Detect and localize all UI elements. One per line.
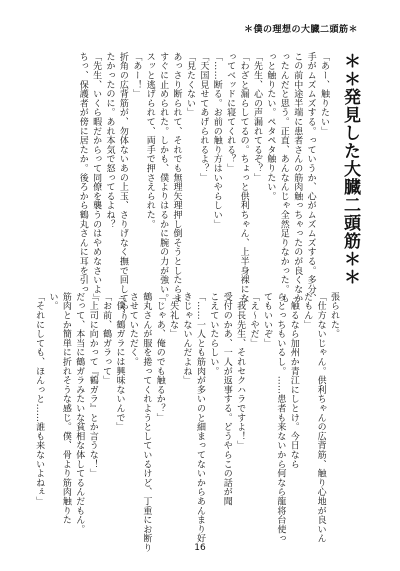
- text-line: あっさり断られて、それでも無理矢理押し倒そうとしたらま: [171, 52, 182, 304]
- text-line: 「え～やだ」: [248, 292, 259, 348]
- text-line: 筋肉とか簡単に折れそうな感じ。僕、骨より筋肉触りた: [60, 292, 71, 525]
- text-line: この前中途半端に患者さんの筋肉触っちゃったのが良くなか: [292, 52, 303, 304]
- text-line: 受付のかあ、一人が返事する。どうやらこの話が聞: [221, 292, 232, 506]
- text-line: ったんだと思う。正直、あんなんじゃ全然足りなかった。も: [278, 52, 289, 304]
- text-line: 「あー！」: [131, 52, 142, 99]
- text-line: 「失礼な」: [168, 292, 179, 339]
- text-line: たかったのに。あれ本気で怒ってるよね？: [104, 52, 115, 229]
- text-line: 「仕方ないじゃん。供利ちゃんの広背筋、触り心地が良いん: [315, 292, 326, 544]
- text-line: ちっ、保護者が傍に居たか。後ろから鶴丸さんに耳を引っ: [77, 52, 88, 294]
- text-line: 鶴丸さんが服を捲ってくれようとしているけど、丁重にお断り: [141, 292, 152, 553]
- text-line: させていただく。: [127, 292, 138, 367]
- text-line: 「触るなら加州か青江にしとけ。今日なら: [288, 292, 299, 469]
- text-line: 「天国見せてあげられるよ？」: [198, 52, 209, 183]
- text-line: 「先生、いくら暇だからって同僚を襲うのはやめなさいよ」: [91, 52, 102, 304]
- text-line: 「じゃあ、俺のでも触るか？」: [154, 292, 165, 423]
- text-line: ってベッドに寝てくれる？」: [225, 52, 236, 173]
- text-line: い。: [47, 292, 58, 311]
- text-line: てもいいぞ」: [261, 292, 272, 348]
- text-line: 張られた。: [329, 292, 339, 339]
- page-number: 16: [194, 543, 206, 553]
- chapter-title: ＊＊発見した大臓二頭筋＊＊: [340, 52, 360, 286]
- text-line: こえていたらしい。: [208, 292, 219, 376]
- text-line: 「それにしても、ほんっと……誰も来ないよねぇ」: [34, 292, 45, 506]
- text-line: 「あー、触りたい」: [319, 52, 329, 136]
- text-line: 「上司に向かって『鶴ガラ』とか言うな！」: [87, 292, 98, 478]
- text-line: 「見たくない」: [184, 52, 195, 118]
- text-line: 「我長先生、それセクハラですよ！」: [235, 292, 246, 451]
- text-line: 「僕、鶴ガラには興味ないんで」: [114, 292, 125, 432]
- text-line: スッと逃げられて、両手で押さえられた。: [144, 52, 155, 229]
- text-line: 折角の広背筋が、勿体ないあの上玉、さりげなく撫で回してやり: [117, 52, 128, 322]
- text-line: 「先生、心の声漏れてるぞ？」: [251, 52, 262, 183]
- text-line: 「わざと漏らしてるの。ちょっと供利ちゃん、上半身裸にな: [238, 52, 249, 304]
- text-line: だって、本当に鶴ガラみたいな貧相な体してるんだもん。: [74, 292, 85, 534]
- text-line: っと触りたい。ペタペタ触りたい。: [265, 52, 276, 201]
- text-line: 「……一人とも筋肉が多いのと細まってないからあんまり好: [194, 292, 205, 544]
- text-line: すぐに止められた。しかも、僕よりはるかに腕の力が強い。: [158, 52, 169, 304]
- running-header: ＊僕の理想の大臓二頭筋＊: [243, 25, 358, 35]
- text-line: らとっちもいるし。……患者も来ないから何なら龍将台使っ: [275, 292, 286, 544]
- text-line: 「お前、鶴ガラって」: [101, 292, 112, 385]
- text-line: 「……断る。お前の触り方はいやらしい」: [211, 52, 222, 229]
- text-line: だもん」: [302, 292, 313, 330]
- text-line: きじゃないんだよね」: [181, 292, 192, 385]
- text-line: 手がムズムズする。っていうか、心がムズムズする。多分、: [305, 52, 316, 304]
